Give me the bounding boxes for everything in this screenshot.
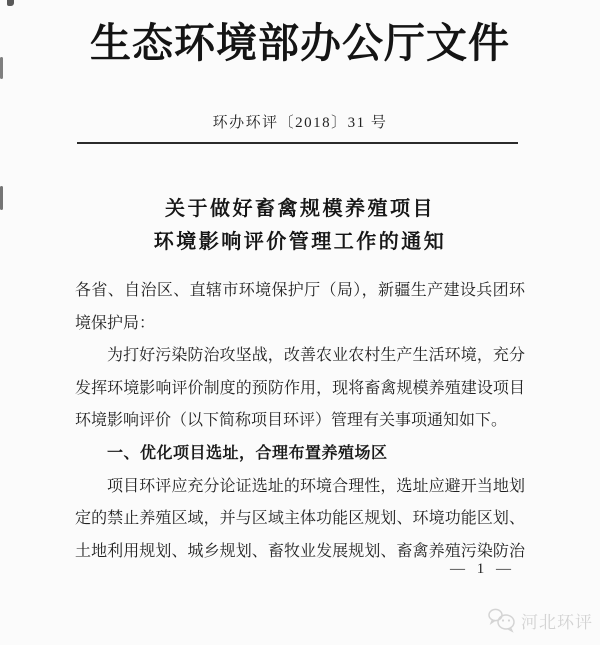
- body-line: 定的禁止养殖区域，并与区域主体功能区规划、环境功能区划、: [75, 510, 525, 528]
- scan-artifact: [0, 186, 3, 210]
- watermark-label: 河北环评: [521, 612, 593, 632]
- document-body: [75, 275, 525, 568]
- watermark: [487, 607, 593, 633]
- body-line: 发挥环境影响评价制度的预防作用，现将畜禽规模养殖建设项目: [75, 379, 525, 397]
- letterhead-title: 生态环境部办公厅文件: [90, 20, 510, 66]
- document-title-line2: 环境影响评价管理工作的通知: [153, 231, 447, 253]
- body-line: 为打好污染防治攻坚战，改善农业农村生产生活环境，充分: [107, 347, 525, 365]
- document-title: [0, 193, 600, 259]
- scan-artifact: [0, 57, 3, 79]
- body-line: 项目环评应充分论证选址的环境合理性，选址应避开当地划: [107, 477, 525, 495]
- wechat-icon: [487, 607, 517, 633]
- body-line: 环境影响评价（以下简称项目环评）管理有关事项通知如下。: [75, 412, 508, 430]
- scan-artifact: [7, 0, 14, 6]
- letterhead-divider: [77, 142, 518, 144]
- document-title-line1: 关于做好畜禽规模养殖项目: [165, 198, 435, 220]
- body-line: 土地利用规划、城乡规划、畜牧业发展规划、畜禽养殖污染防治: [75, 542, 525, 560]
- body-line: 境保护局：: [75, 314, 156, 332]
- body-line: 各省、自治区、直辖市环境保护厅（局），新疆生产建设兵团环: [75, 282, 525, 299]
- page-number: — 1 —: [450, 561, 515, 577]
- section-heading: 一、优化项目选址，合理布置养殖场区: [107, 444, 388, 462]
- document-number: 环办环评〔2018〕31 号: [212, 115, 388, 131]
